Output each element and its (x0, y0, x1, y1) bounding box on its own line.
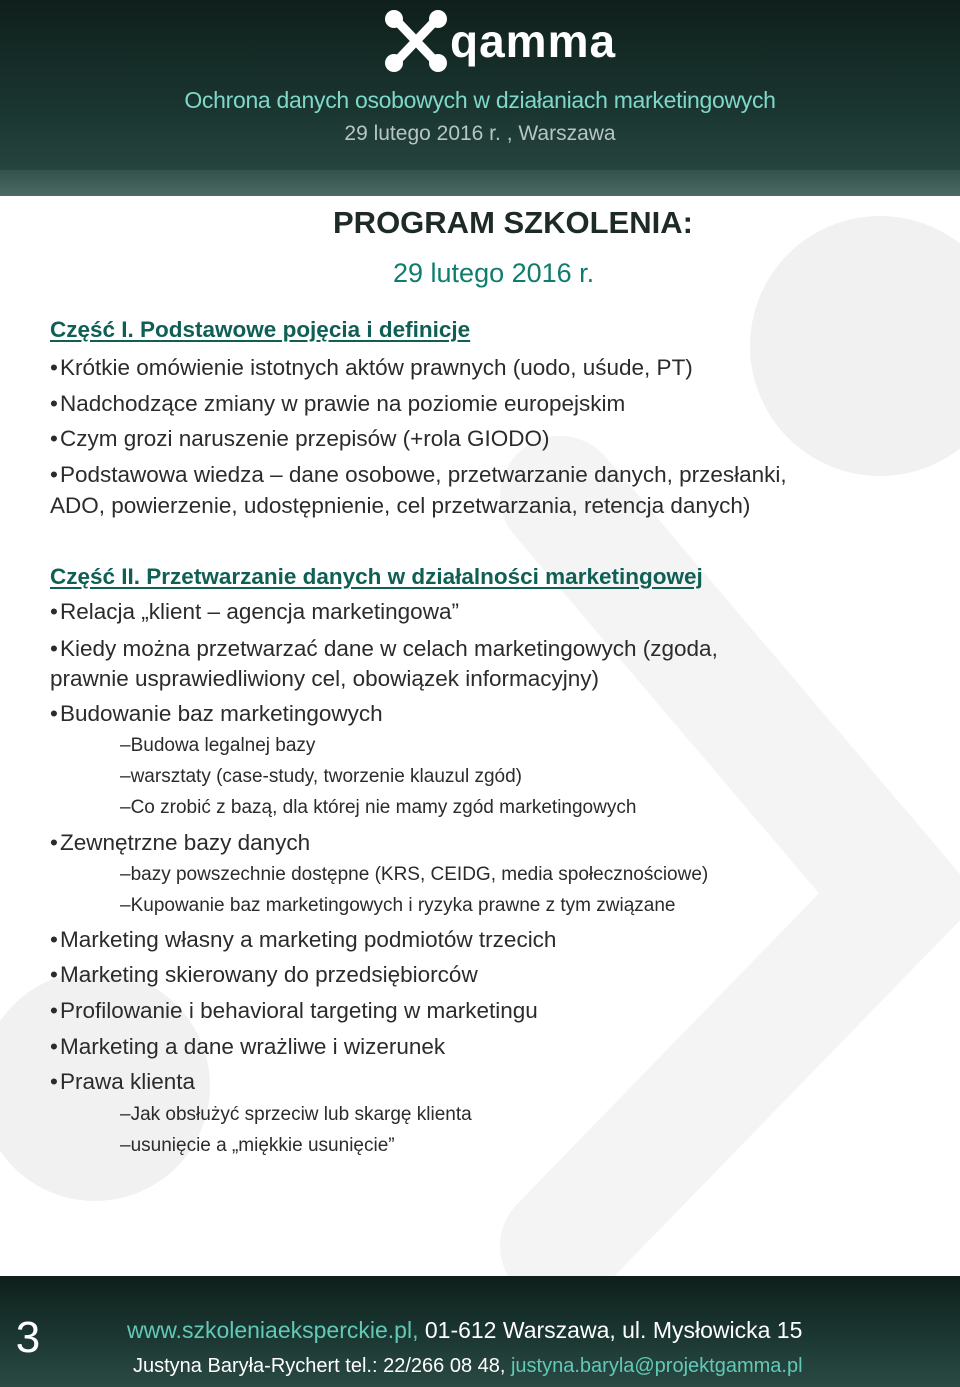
list-item: •Budowanie baz marketingowych (50, 701, 383, 726)
list-item: •Kiedy można przetwarzać dane w celach marketingowych (zgoda, (50, 636, 718, 661)
sub-list-item: –Jak obsłużyć sprzeciw lub skargę klienta (120, 1104, 472, 1125)
list-item-continuation: prawnie usprawiedliwiony cel, obowiązek informacyjny) (50, 666, 599, 691)
program-title: PROGRAM SZKOLENIA: (333, 205, 693, 240)
list-item: •Nadchodzące zmiany w prawie na poziomie europejskim (50, 391, 626, 416)
footer-contact-line (133, 1352, 803, 1380)
list-item: •Zewnętrzne bazy danych (50, 830, 311, 855)
list-item: •Podstawowa wiedza – dane osobowe, przetwarzanie danych, przesłanki, (50, 462, 787, 487)
list-item: •Marketing skierowany do przedsiębiorców (50, 962, 478, 987)
list-item: •Prawa klienta (50, 1069, 196, 1094)
list-item: •Marketing a dane wrażliwe i wizerunek (50, 1034, 446, 1059)
email-link[interactable]: justyna.baryla@projektgamma.pl (510, 1355, 803, 1377)
section-heading-part-1: Część I. Podstawowe pojęcia i definicje (50, 317, 471, 342)
footer-address-line: www.szkoleniaeksperckie.pl, 01-612 Warszawa, ul. Mysłowicka 15 (127, 1317, 803, 1343)
footer-contact: Justyna Baryła-Rychert tel.: 22/266 08 48, (133, 1355, 511, 1377)
sub-list-item: –warsztaty (case-study, tworzenie klauzul zgód) (120, 766, 522, 787)
logo-text: qamma (450, 15, 617, 67)
list-item: •Krótkie omówienie istotnych aktów prawnych (uodo, uśude, PT) (50, 355, 693, 380)
event-date-location: 29 lutego 2016 r. , Warszawa (344, 122, 616, 145)
sub-list-item: –usunięcie a „miękkie usunięcie” (120, 1135, 395, 1156)
program-date: 29 lutego 2016 r. (393, 258, 595, 288)
sub-list-item: –bazy powszechnie dostępne (KRS, CEIDG, media społecznościowe) (120, 864, 709, 885)
list-item: •Marketing własny a marketing podmiotów trzecich (50, 927, 557, 952)
sub-list-item: –Kupowanie baz marketingowych i ryzyka prawne z tym związane (120, 895, 676, 916)
header (0, 0, 960, 196)
list-item: •Relacja „klient – agencja marketingowa” (50, 599, 459, 624)
page-number: 3 (15, 1313, 41, 1362)
footer-address: 01-612 Warszawa, ul. Mysłowicka 15 (418, 1317, 803, 1343)
header-bar (0, 170, 960, 196)
website-link[interactable]: www.szkoleniaeksperckie.pl (127, 1317, 413, 1343)
list-item: •Profilowanie i behavioral targeting w marketingu (50, 998, 538, 1023)
list-item-continuation: ADO, powierzenie, udostępnienie, cel przetwarzania, retencja danych) (50, 493, 751, 518)
sub-list-item: –Budowa legalnej bazy (120, 735, 316, 756)
sub-list-item: –Co zrobić z bazą, dla której nie mamy zgód marketingowych (120, 797, 637, 818)
section-heading-part-2: Część II. Przetwarzanie danych w działalności marketingowej (50, 564, 703, 589)
list-item: •Czym grozi naruszenie przepisów (+rola GIODO) (50, 426, 550, 451)
event-title: Ochrona danych osobowych w działaniach marketingowych (184, 87, 776, 113)
